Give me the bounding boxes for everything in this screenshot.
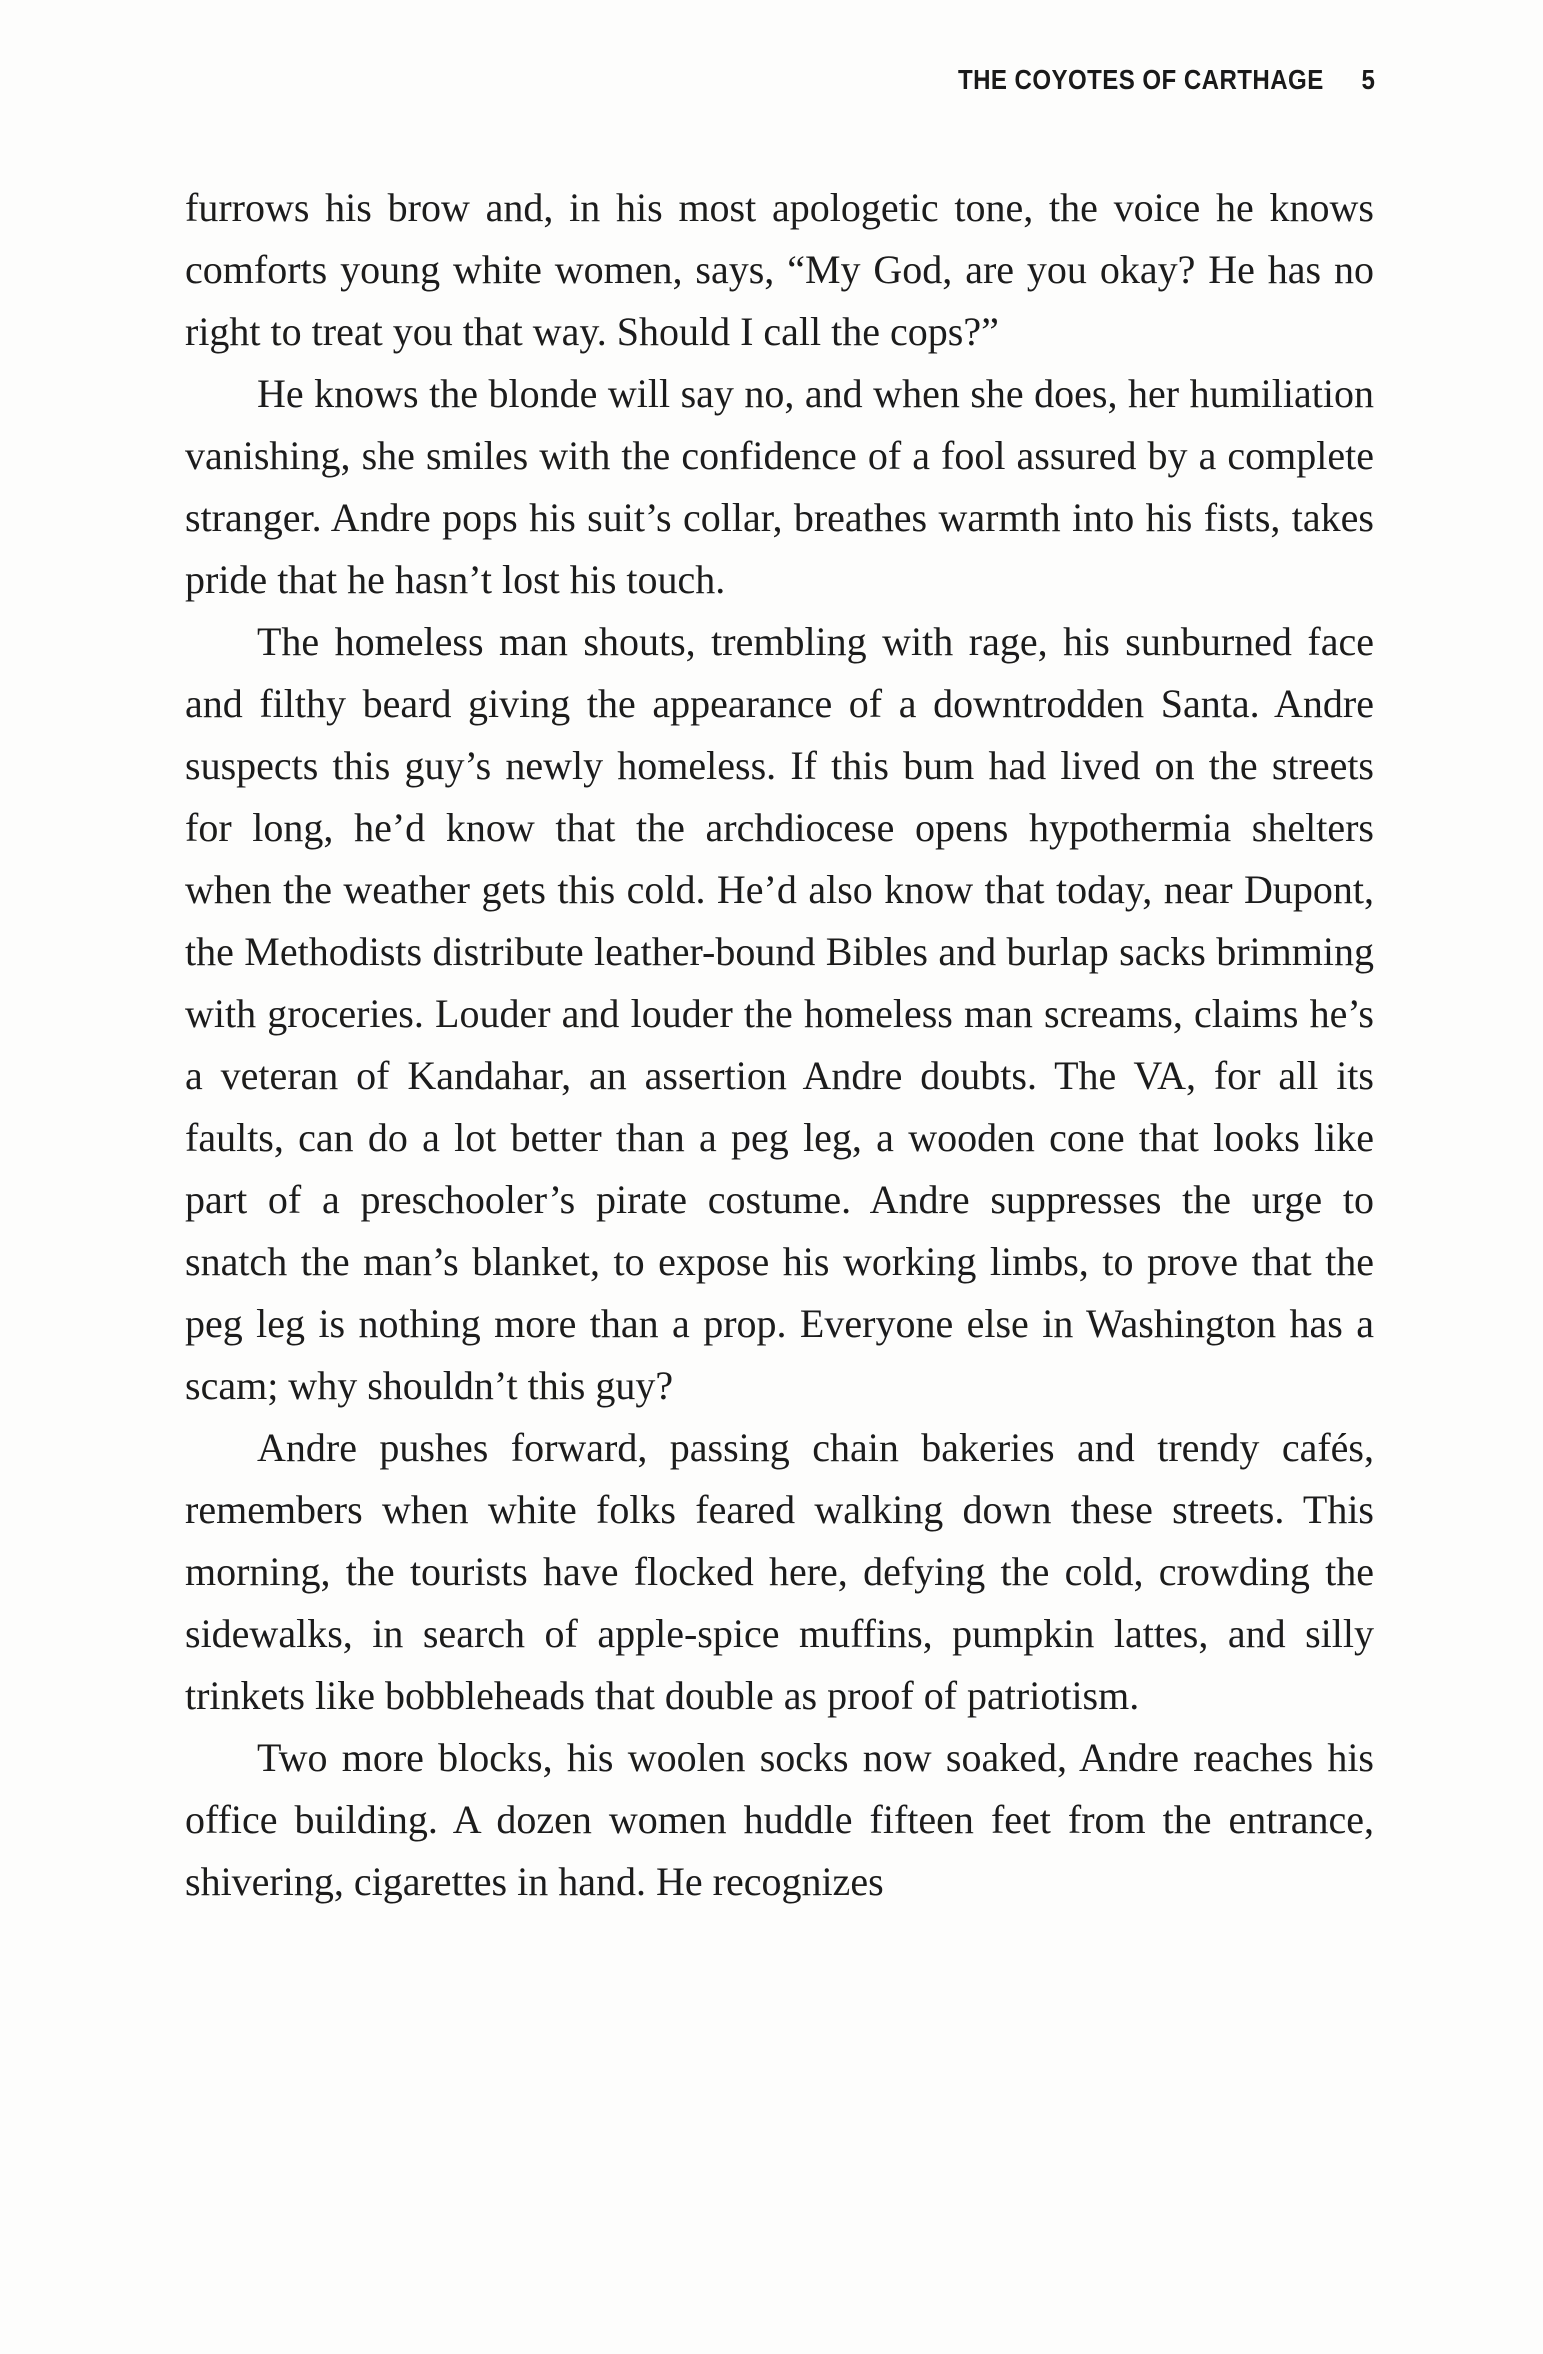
paragraph-4: Andre pushes forward, passing chain bakeries and trendy cafés, remembers when white folks feared walking down these streets. This morning, the tourists have flocked here, defying the cold, crowding the sidewalks, in search of apple-spice muffins, pumpkin lattes, and silly trinkets like bobbleheads that double as proof of patriotism. (185, 1425, 1374, 1718)
running-title: THE COYOTES OF CARTHAGE (957, 64, 1324, 95)
page-number: 5 (1361, 64, 1375, 95)
paragraph-5: Two more blocks, his woolen socks now soaked, Andre reaches his office building. A dozen women huddle fifteen feet from the entrance, shivering, cigarettes in hand. He recognizes (185, 1735, 1374, 1904)
paragraph-3: The homeless man shouts, trembling with rage, his sunburned face and filthy beard giving the appearance of a downtrodden Santa. Andre suspects this guy’s newly homeless. If this bum had lived on the streets for long, he’d know that the archdiocese opens hypothermia shelters when the weather gets this cold. He’d also know that today, near Dupont, the Methodists distribute leather-bound Bibles and burlap sacks brimming with groceries. Louder and louder the homeless man screams, claims he’s a veteran of Kandahar, an assertion Andre doubts. The VA, for all its faults, can do a lot better than a peg leg, a wooden cone that looks like part of a preschooler’s pirate costume. Andre suppresses the urge to snatch the man’s blanket, to expose his working limbs, to prove that the peg leg is nothing more than a prop. Everyone else in Washington has a scam; why shouldn’t this guy? (185, 619, 1374, 1408)
paragraph-2: He knows the blonde will say no, and when she does, her humiliation vanishing, she smiles with the confidence of a fool assured by a complete stranger. Andre pops his suit’s collar, breathes warmth into his fists, takes pride that he hasn’t lost his touch. (185, 371, 1374, 602)
running-header (958, 60, 1375, 100)
paragraph-1: furrows his brow and, in his most apologetic tone, the voice he knows comforts young white women, says, “My God, are you okay? He has no right to treat you that way. Should I call the cops?” (185, 185, 1374, 354)
body-text (185, 177, 1374, 1913)
